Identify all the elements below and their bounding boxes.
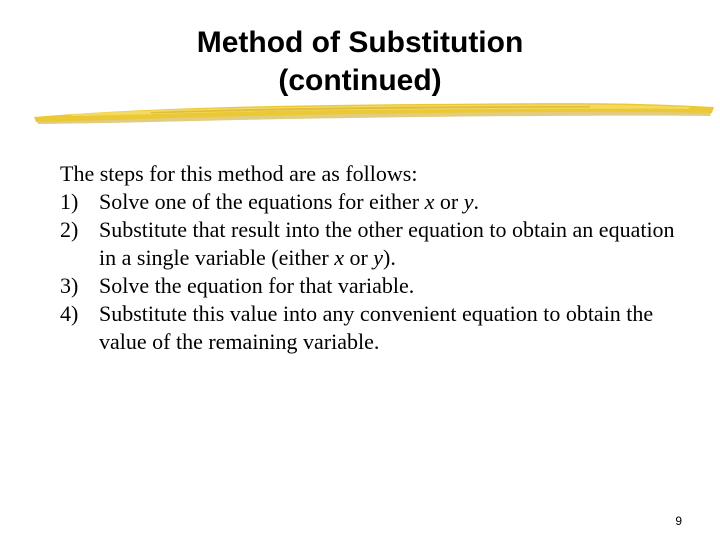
variable-y: y	[373, 245, 384, 270]
step-text: Solve the equation for that variable.	[99, 273, 415, 298]
slide-title	[60, 24, 660, 100]
slide-title-line-1: Method of Substitution	[196, 26, 524, 59]
step-number: 2)	[60, 217, 79, 242]
steps-list	[60, 188, 680, 356]
step-number: 4)	[60, 301, 79, 326]
step-text: Solve one of the equations for either x or y.	[99, 189, 479, 214]
step-item	[60, 272, 680, 300]
step-number: 1)	[60, 189, 79, 214]
step-item	[60, 216, 680, 272]
step-text: Substitute that result into the other equation to obtain an equation in a single variable (either x or y).	[99, 217, 675, 270]
step-item	[60, 188, 680, 216]
slide-title-line-2: (continued)	[278, 64, 442, 97]
intro-text: The steps for this method are as follows:	[60, 161, 418, 186]
page-number: 9	[675, 514, 682, 528]
step-number: 3)	[60, 273, 79, 298]
step-text: Substitute this value into any convenient equation to obtain the value of the remaining variable.	[99, 301, 654, 354]
slide-body	[60, 160, 680, 356]
variable-x: x	[424, 189, 435, 214]
variable-x: x	[334, 245, 344, 270]
title-underline-brushstroke	[30, 96, 716, 130]
variable-y: y	[463, 189, 474, 214]
step-item	[60, 300, 680, 356]
